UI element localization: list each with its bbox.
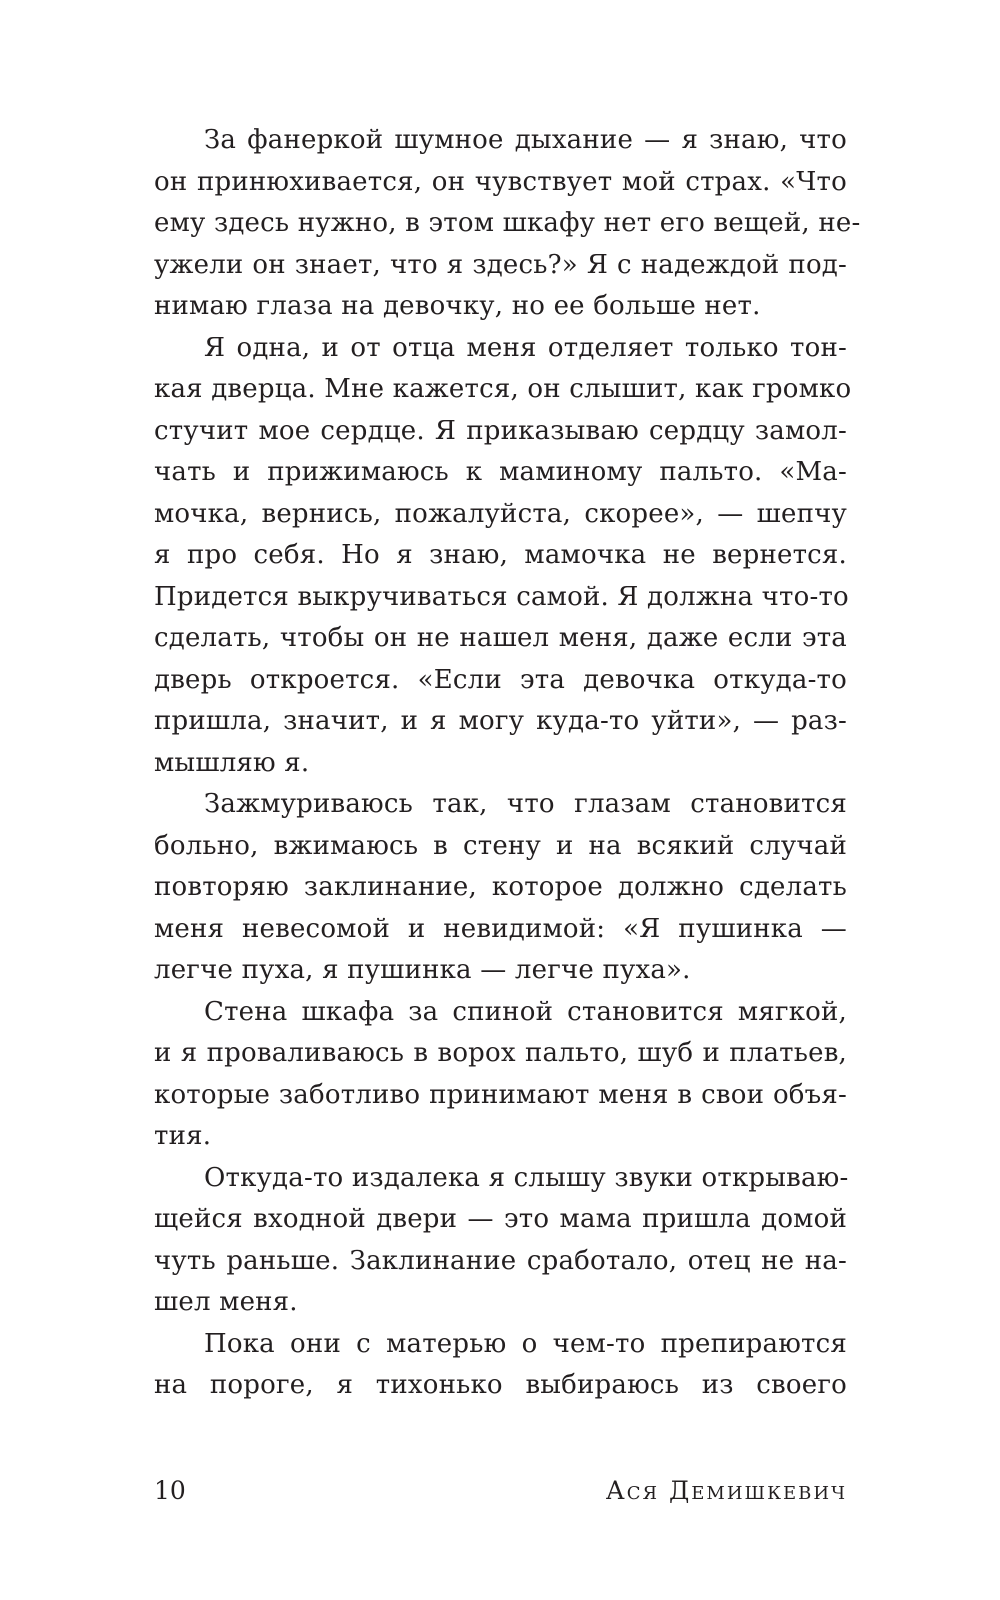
text-line: которые заботливо принимают меня в свои объя-: [154, 1079, 847, 1110]
text-line: нимаю глаза на девочку, но ее больше нет.: [154, 291, 761, 321]
paragraph: [154, 1324, 847, 1407]
text-line: Зажмуриваюсь так, что глазам становится: [204, 789, 847, 819]
page-footer: [154, 1476, 847, 1512]
text-line: мышляю я.: [154, 747, 310, 778]
text-line: шел меня.: [154, 1287, 298, 1317]
text-line: ужели он знает, что я здесь?» Я с надеждой под-: [154, 249, 847, 280]
text-line: стучит мое сердце. Я приказываю сердцу замол-: [154, 415, 847, 446]
running-footer-author: Ася Демишкевич: [605, 1476, 847, 1505]
text-line: Пока они с матерью о чем-то препираются: [204, 1328, 847, 1359]
text-line: За фанеркой шумное дыхание — я знаю, что: [204, 125, 847, 155]
text-line: меня невесомой и невидимой: «Я пушинка —: [154, 913, 847, 944]
text-line: Придется выкручиваться самой. Я должна что-то: [154, 581, 849, 612]
text-line: кая дверца. Мне кажется, он слышит, как громко: [154, 374, 852, 404]
text-line: дверь откроется. «Если эта девочка откуда-то: [154, 664, 847, 695]
text-line: он принюхивается, он чувствует мой страх. «Что: [154, 166, 847, 197]
page-number: 10: [154, 1476, 186, 1505]
text-line: чуть раньше. Заклинание сработало, отец не на-: [154, 1245, 847, 1276]
text-line: чать и прижимаюсь к маминому пальто. «Ма-: [154, 457, 847, 487]
text-line: пришла, значит, и я могу куда-то уйти», — раз-: [154, 706, 847, 736]
paragraph: [154, 328, 852, 785]
text-line: на пороге, я тихонько выбираюсь из своего: [154, 1370, 847, 1400]
paragraph: [154, 784, 847, 992]
text-line: и я проваливаюсь в ворох пальто, шуб и платьев,: [154, 1038, 847, 1068]
text-line: Откуда-то издалека я слышу звуки открываю-: [204, 1162, 849, 1193]
paragraph: [154, 120, 861, 328]
paragraph: [154, 992, 847, 1158]
text-line: повторяю заклинание, которое должно сделать: [154, 872, 847, 902]
text-line: больно, вжимаюсь в стену и на всякий случай: [154, 830, 847, 861]
paragraph: [154, 1158, 847, 1324]
text-line: Я одна, и от отца меня отделяет только тон-: [204, 332, 847, 363]
text-line: мочка, вернись, пожалуйста, скорее», — шепчу: [154, 498, 847, 529]
text-line: ему здесь нужно, в этом шкафу нет его вещей, не-: [154, 208, 861, 238]
text-line: я про себя. Но я знаю, мамочка не вернется.: [154, 540, 847, 570]
text-line: щейся входной двери — это мама пришла домой: [154, 1204, 847, 1234]
body-text: [154, 120, 861, 1407]
text-line: сделать, чтобы он не нашел меня, даже если эта: [154, 623, 847, 653]
text-line: тия.: [154, 1121, 212, 1151]
text-line: легче пуха, я пушинка — легче пуха».: [154, 955, 691, 985]
text-line: Стена шкафа за спиной становится мягкой,: [204, 996, 847, 1027]
